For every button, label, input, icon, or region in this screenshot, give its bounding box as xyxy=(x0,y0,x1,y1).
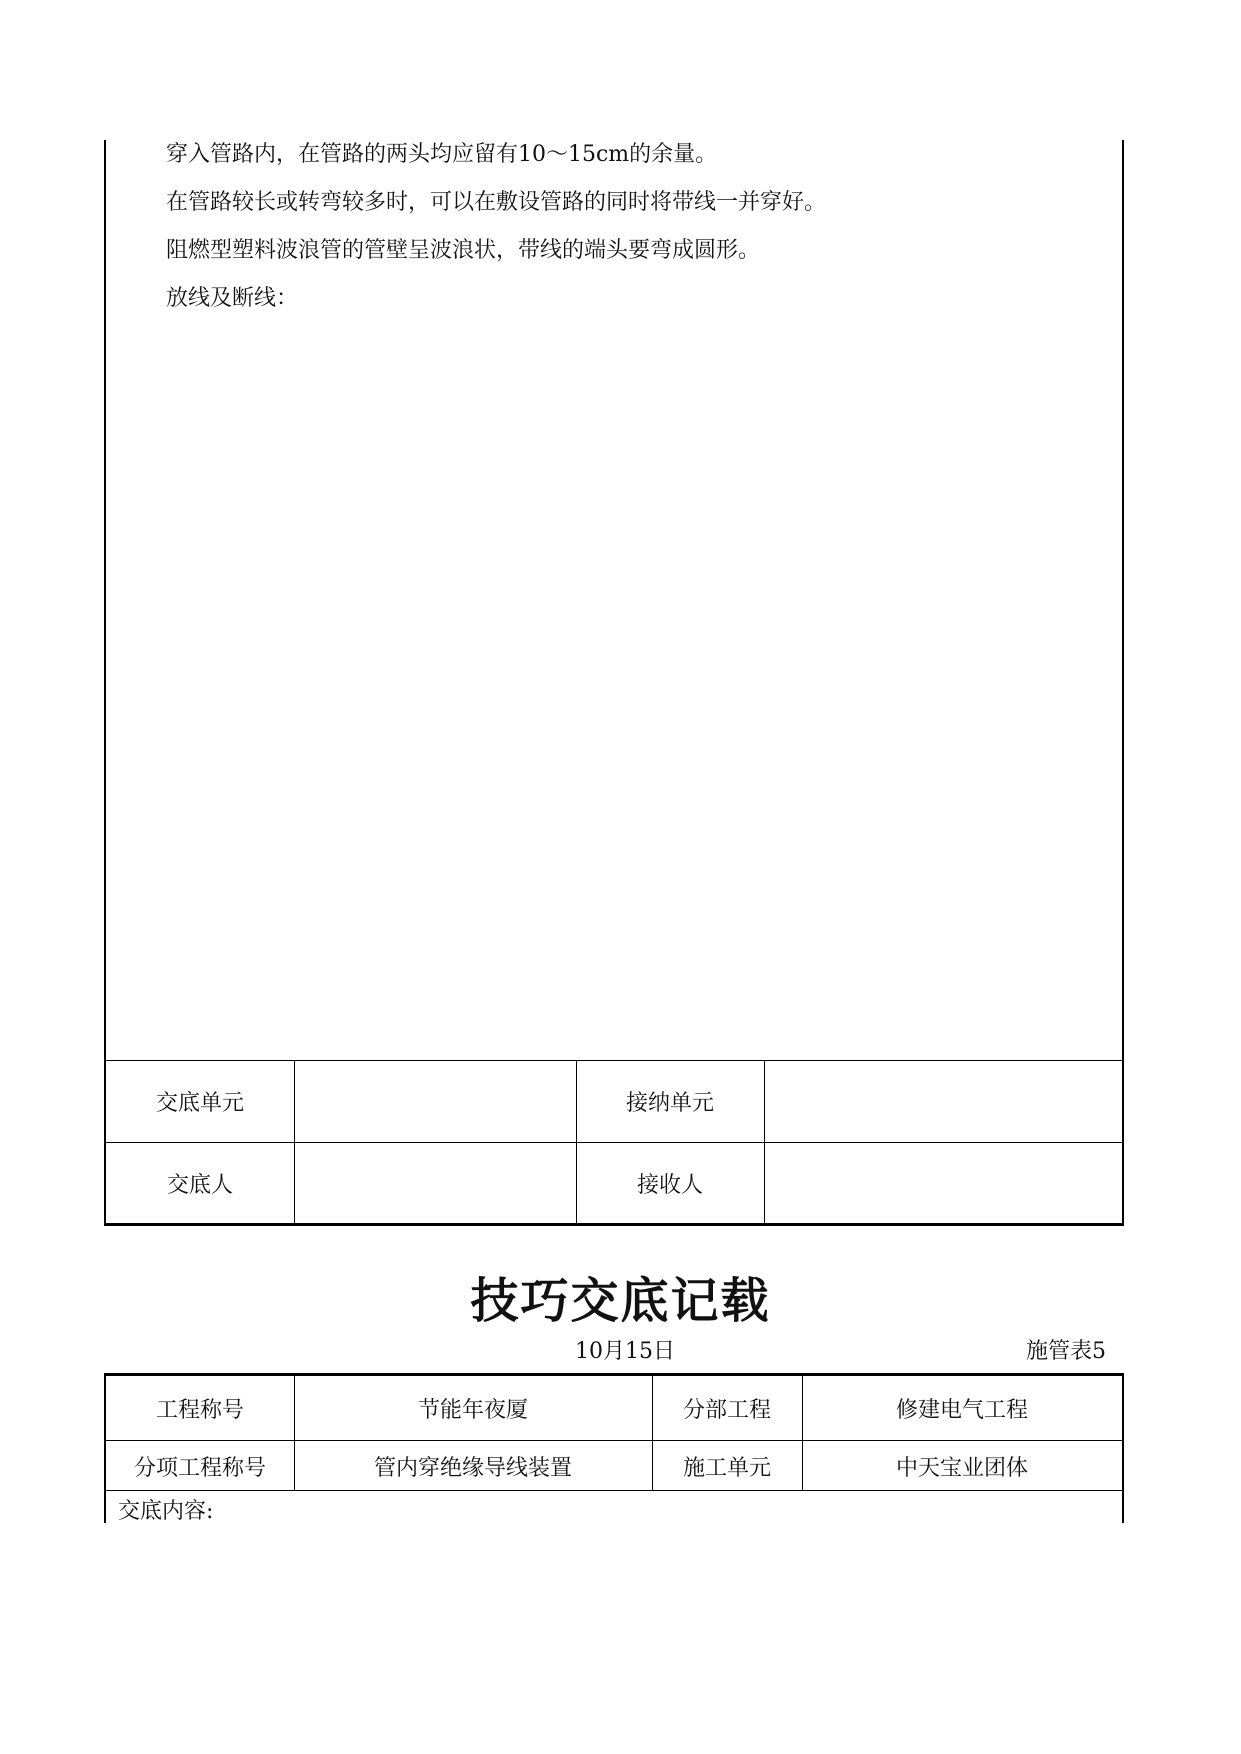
division-label: 分部工程 xyxy=(682,1397,771,1423)
handover-unit-field[interactable] xyxy=(294,1061,576,1142)
header-row-subitem xyxy=(106,1440,1122,1491)
text-line-3: 阻燃型塑料波浪管的管壁呈波浪状，带线的端头要弯成圆形。 xyxy=(166,238,761,263)
document-title: 技巧交底记载 xyxy=(470,1273,771,1329)
receive-unit-label: 接纳单元 xyxy=(625,1091,714,1116)
subitem-value: 管内穿绝缘导线装置 xyxy=(373,1455,572,1481)
record-header-table xyxy=(104,1373,1124,1523)
handover-person-label: 交底人 xyxy=(166,1173,233,1198)
receiver-label: 接收人 xyxy=(636,1173,703,1198)
project-name-value: 节能年夜厦 xyxy=(417,1397,528,1423)
text-line-1: 穿入管路内，在管路的两头均应留有10～15cm的余量。 xyxy=(166,142,718,167)
form-number: 施管表5 xyxy=(1026,1339,1106,1364)
previous-record-body xyxy=(104,140,1124,1226)
subitem-label: 分项工程称号 xyxy=(133,1455,266,1481)
project-name-label: 工程称号 xyxy=(155,1397,244,1423)
handover-person-field[interactable] xyxy=(294,1143,576,1224)
receiver-field[interactable] xyxy=(764,1143,1122,1224)
header-row-project xyxy=(106,1376,1122,1440)
text-line-4: 放线及断线： xyxy=(166,286,299,311)
receive-unit-field[interactable] xyxy=(764,1061,1122,1142)
record-date: 10月15日 xyxy=(575,1339,675,1364)
handover-unit-label: 交底单元 xyxy=(155,1091,244,1116)
contractor-value: 中天宝业团体 xyxy=(895,1455,1028,1481)
content-label: 交底内容: xyxy=(118,1499,214,1524)
contractor-label: 施工单元 xyxy=(682,1455,771,1481)
text-line-2: 在管路较长或转弯较多时，可以在敷设管路的同时将带线一并穿好。 xyxy=(166,190,827,215)
signature-row-units xyxy=(106,1061,1122,1142)
division-value: 修建电气工程 xyxy=(895,1397,1028,1423)
signature-table xyxy=(106,1060,1122,1223)
signature-row-persons xyxy=(106,1142,1122,1224)
